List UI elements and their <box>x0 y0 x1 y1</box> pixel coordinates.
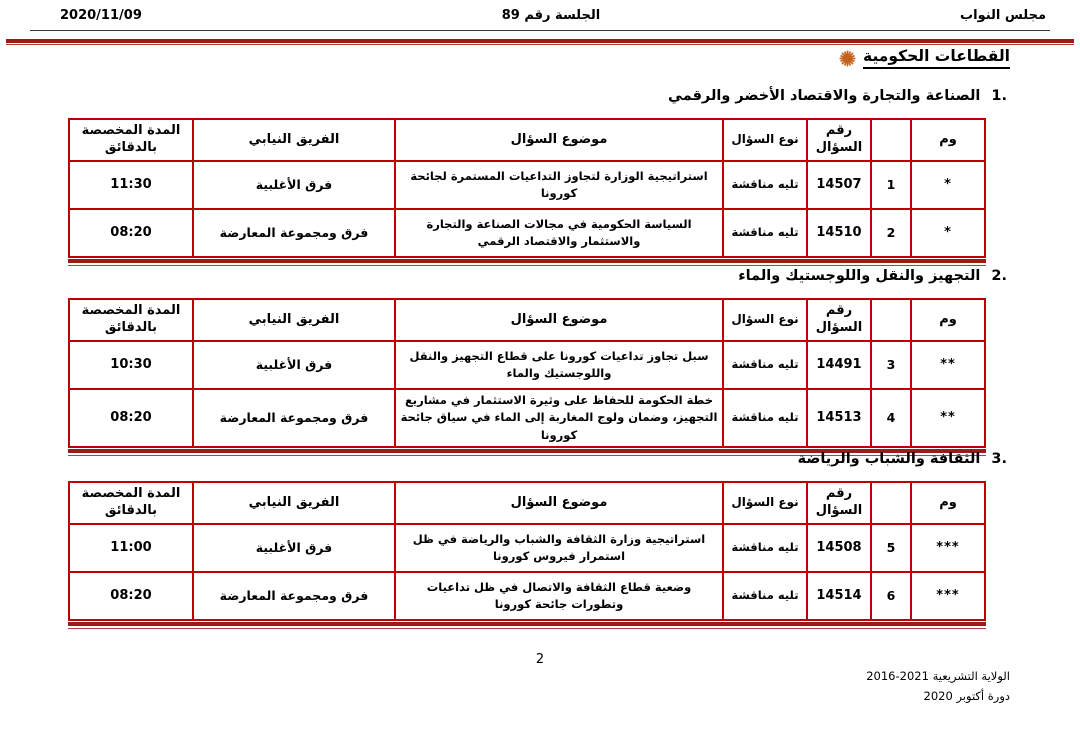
group-cell: فرق ومجموعة المعارضة <box>193 209 395 257</box>
column-header: المدة المخصصة بالدقائق <box>69 119 193 161</box>
question-number-cell: 14507 <box>807 161 871 209</box>
footer-legislature-line: الولاية التشريعية 2021-2016 <box>866 669 1010 683</box>
group-cell: فرق الأغلبية <box>193 341 395 389</box>
subject-cell: استراتيجية وزارة الثقافة والشباب والرياضة في ظل استمرار فيروس كورونا <box>395 524 723 572</box>
duration-cell: 08:20 <box>69 389 193 447</box>
table-underline-rule <box>68 259 986 266</box>
questions-table <box>68 481 986 621</box>
question-row <box>69 572 985 620</box>
column-header: موضوع السؤال <box>395 119 723 161</box>
header-session-number: الجلسة رقم 89 <box>501 8 601 23</box>
duration-cell: 11:00 <box>69 524 193 572</box>
column-header: موضوع السؤال <box>395 482 723 524</box>
column-header: نوع السؤال <box>723 299 807 341</box>
section-heading <box>68 451 1007 467</box>
row-number-cell: 6 <box>871 572 911 620</box>
header-council-name: مجلس النواب <box>960 8 1046 23</box>
column-header <box>871 119 911 161</box>
question-number-cell: 14491 <box>807 341 871 389</box>
mark-cell: * <box>911 161 985 209</box>
column-header: وم <box>911 119 985 161</box>
column-header: نوع السؤال <box>723 482 807 524</box>
starburst-icon <box>839 50 856 67</box>
duration-cell: 08:20 <box>69 209 193 257</box>
question-type-cell: تليه مناقشة <box>723 341 807 389</box>
question-number-cell: 14514 <box>807 572 871 620</box>
section-title: الصناعة والتجارة والاقتصاد الأخضر والرقمي <box>668 88 981 104</box>
column-header: وم <box>911 482 985 524</box>
section-number: 1. <box>991 88 1007 104</box>
question-row <box>69 524 985 572</box>
group-cell: فرق الأغلبية <box>193 161 395 209</box>
row-number-cell: 2 <box>871 209 911 257</box>
row-number-cell: 3 <box>871 341 911 389</box>
column-header: المدة المخصصة بالدقائق <box>69 299 193 341</box>
question-type-cell: تليه مناقشة <box>723 572 807 620</box>
sector-section <box>68 88 1007 266</box>
column-header: الفريق النيابي <box>193 119 395 161</box>
section-number: 3. <box>991 451 1007 467</box>
column-header: رقم السؤال <box>807 482 871 524</box>
table-header-row <box>69 299 985 341</box>
footer-session-line: دورة أكتوبر 2020 <box>923 689 1010 704</box>
section-title: التجهيز والنقل واللوجستيك والماء <box>738 268 981 284</box>
row-number-cell: 1 <box>871 161 911 209</box>
questions-table <box>68 118 986 258</box>
question-number-cell: 14513 <box>807 389 871 447</box>
column-header: رقم السؤال <box>807 119 871 161</box>
table-underline-rule <box>68 622 986 629</box>
column-header: وم <box>911 299 985 341</box>
mark-cell: *** <box>911 524 985 572</box>
header-red-rule <box>6 39 1074 45</box>
table-header-row <box>69 119 985 161</box>
subject-cell: وضعية قطاع الثقافة والاتصال في ظل تداعيات وتطورات جائحة كورونا <box>395 572 723 620</box>
table-header-row <box>69 482 985 524</box>
group-cell: فرق الأغلبية <box>193 524 395 572</box>
question-type-cell: تليه مناقشة <box>723 209 807 257</box>
page-title: القطاعات الحكومية <box>863 47 1010 69</box>
column-header: رقم السؤال <box>807 299 871 341</box>
question-row <box>69 161 985 209</box>
header-date: 2020/11/09 <box>60 8 142 23</box>
question-type-cell: تليه مناقشة <box>723 161 807 209</box>
questions-table-box <box>68 298 986 456</box>
question-type-cell: تليه مناقشة <box>723 524 807 572</box>
duration-cell: 08:20 <box>69 572 193 620</box>
column-header <box>871 482 911 524</box>
row-number-cell: 5 <box>871 524 911 572</box>
main-title-row <box>839 47 1010 69</box>
section-number: 2. <box>991 268 1007 284</box>
section-title: الثقافة والشباب والرياضة <box>797 451 981 467</box>
question-type-cell: تليه مناقشة <box>723 389 807 447</box>
section-heading <box>68 88 1007 104</box>
questions-table <box>68 298 986 448</box>
section-heading <box>68 268 1007 284</box>
mark-cell: *** <box>911 572 985 620</box>
duration-cell: 11:30 <box>69 161 193 209</box>
question-row <box>69 389 985 447</box>
column-header: نوع السؤال <box>723 119 807 161</box>
subject-cell: سبل تجاوز تداعيات كورونا على قطاع التجهيز والنقل واللوجستيك والماء <box>395 341 723 389</box>
subject-cell: السياسة الحكومية في مجالات الصناعة والتجارة والاستثمار والاقتصاد الرقمي <box>395 209 723 257</box>
questions-table-box <box>68 118 986 266</box>
column-header <box>871 299 911 341</box>
mark-cell: * <box>911 209 985 257</box>
subject-cell: استراتيجية الوزارة لتجاوز التداعيات المستمرة لجائحة كورونا <box>395 161 723 209</box>
column-header: الفريق النيابي <box>193 482 395 524</box>
page-number: 2 <box>535 652 545 667</box>
sector-section <box>68 451 1007 629</box>
column-header: الفريق النيابي <box>193 299 395 341</box>
subject-cell: خطة الحكومة للحفاظ على وثيرة الاستثمار في مشاريع التجهيز، وضمان ولوج المغاربة إلى الماء في سياق جائحة كورونا <box>395 389 723 447</box>
question-row <box>69 209 985 257</box>
question-number-cell: 14510 <box>807 209 871 257</box>
sector-section <box>68 268 1007 456</box>
document-footer <box>866 666 1010 706</box>
duration-cell: 10:30 <box>69 341 193 389</box>
column-header: موضوع السؤال <box>395 299 723 341</box>
question-number-cell: 14508 <box>807 524 871 572</box>
group-cell: فرق ومجموعة المعارضة <box>193 389 395 447</box>
document-header <box>30 8 1050 31</box>
column-header: المدة المخصصة بالدقائق <box>69 482 193 524</box>
row-number-cell: 4 <box>871 389 911 447</box>
group-cell: فرق ومجموعة المعارضة <box>193 572 395 620</box>
mark-cell: ** <box>911 389 985 447</box>
question-row <box>69 341 985 389</box>
questions-table-box <box>68 481 986 629</box>
mark-cell: ** <box>911 341 985 389</box>
